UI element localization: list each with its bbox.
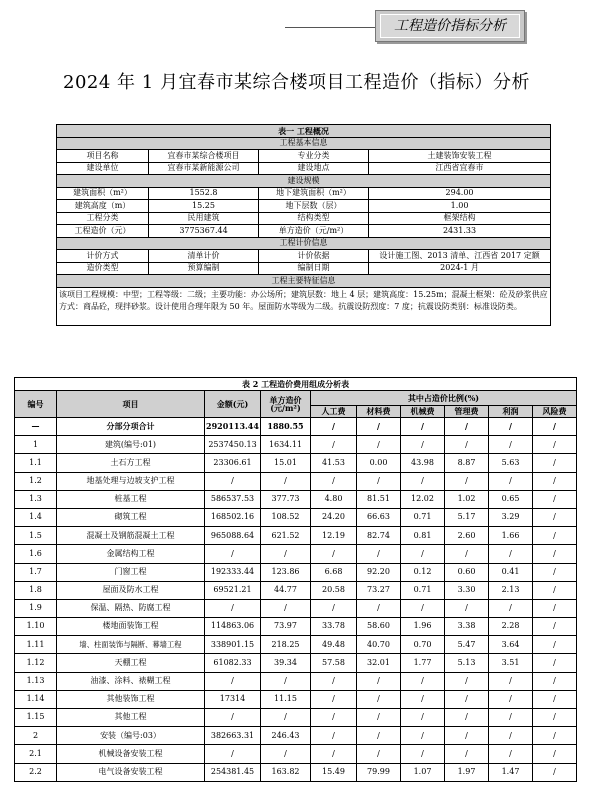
cell-amount: 586537.53: [205, 490, 261, 508]
cell-unit-cost: 73.97: [261, 618, 311, 636]
section-banner: [375, 10, 525, 42]
cell-management: 5.17: [445, 508, 489, 526]
col-unit-cost-header: 单方造价 (元/m²): [261, 391, 311, 418]
cell-material: /: [357, 690, 401, 708]
table-row: [15, 490, 577, 508]
cell-amount: 168502.16: [205, 508, 261, 526]
cell-no: 1.2: [15, 472, 57, 490]
cell-value: 框架结构: [369, 212, 551, 225]
cell-item: 电气设备安装工程: [57, 763, 205, 781]
cell-item: 地基处理与边坡支护工程: [57, 472, 205, 490]
cell-item: 屋面及防水工程: [57, 581, 205, 599]
cell-risk: /: [533, 472, 577, 490]
cell-material: 92.20: [357, 563, 401, 581]
cell-amount: 2537450.13: [205, 436, 261, 454]
row-height: [57, 200, 551, 213]
cell-no: 1.8: [15, 581, 57, 599]
cell-labor: /: [311, 418, 357, 436]
cell-profit: /: [489, 672, 533, 690]
cell-management: /: [445, 672, 489, 690]
cell-risk: /: [533, 545, 577, 563]
cell-machine: 0.81: [401, 527, 445, 545]
table-row: [15, 672, 577, 690]
cell-machine: /: [401, 599, 445, 617]
cell-labor: /: [311, 690, 357, 708]
table-row: [15, 654, 577, 672]
cell-material: 32.01: [357, 654, 401, 672]
cell-labor: /: [311, 709, 357, 727]
cell-management: 5.47: [445, 636, 489, 654]
table-row: [15, 599, 577, 617]
table2-caption: 表 2 工程造价费用组成分析表: [15, 378, 577, 391]
cell-labor: 57.58: [311, 654, 357, 672]
cell-value: 1.00: [369, 200, 551, 213]
cell-material: /: [357, 418, 401, 436]
cell-label: 计价依据: [259, 250, 369, 263]
cell-labor: /: [311, 436, 357, 454]
col-labor-header: 人工费: [311, 406, 357, 418]
cell-no: 1.14: [15, 690, 57, 708]
cell-label: 项目名称: [57, 150, 149, 163]
cell-value: 2024-1 月: [369, 262, 551, 275]
cell-profit: 2.28: [489, 618, 533, 636]
cell-unit-cost: 44.77: [261, 581, 311, 599]
cell-item: 桩基工程: [57, 490, 205, 508]
col-profit-header: 利润: [489, 406, 533, 418]
cell-value: 宜春市某新能源公司: [149, 162, 259, 175]
cell-risk: /: [533, 654, 577, 672]
cell-management: 8.87: [445, 454, 489, 472]
cell-machine: 0.12: [401, 563, 445, 581]
cell-label: 建设单位: [57, 162, 149, 175]
cell-risk: /: [533, 563, 577, 581]
cell-profit: 1.66: [489, 527, 533, 545]
row-project-name: [57, 150, 551, 163]
cell-profit: 5.63: [489, 454, 533, 472]
table-row: [15, 545, 577, 563]
cell-risk: /: [533, 636, 577, 654]
cell-label: 编制日期: [259, 262, 369, 275]
cell-unit-cost: /: [261, 709, 311, 727]
cell-machine: /: [401, 690, 445, 708]
cell-no: 2.1: [15, 745, 57, 763]
row-area: [57, 187, 551, 200]
table-row: [15, 709, 577, 727]
cell-management: /: [445, 545, 489, 563]
cell-value: 1552.8: [149, 187, 259, 200]
section-scale: 建设规模: [57, 175, 551, 188]
cell-amount: 382663.31: [205, 727, 261, 745]
cell-machine: 1.77: [401, 654, 445, 672]
col-amount-header: 金额(元): [205, 391, 261, 418]
cell-unit-cost: 621.52: [261, 527, 311, 545]
cell-labor: /: [311, 472, 357, 490]
cell-management: /: [445, 727, 489, 745]
cell-material: /: [357, 436, 401, 454]
cell-profit: /: [489, 709, 533, 727]
cell-risk: /: [533, 618, 577, 636]
table-row: [15, 436, 577, 454]
col-ratio-group-header: 其中占造价比例(%): [311, 391, 577, 406]
cell-unit-cost: 108.52: [261, 508, 311, 526]
cell-label: 建筑面积（m²）: [57, 187, 149, 200]
cell-item: 门窗工程: [57, 563, 205, 581]
col-no-header: 编号: [15, 391, 57, 418]
project-overview-table: [56, 124, 551, 326]
cell-label: 建设地点: [259, 162, 369, 175]
cell-material: /: [357, 745, 401, 763]
cell-no: 1.7: [15, 563, 57, 581]
cell-item: 建筑(编号:01): [57, 436, 205, 454]
cell-labor: 33.78: [311, 618, 357, 636]
cell-management: 3.30: [445, 581, 489, 599]
cell-item: 混凝土及钢筋混凝土工程: [57, 527, 205, 545]
cell-amount: /: [205, 472, 261, 490]
cell-value: 设计施工图、2013 清单、江西省 2017 定额: [369, 250, 551, 263]
table-row: [15, 472, 577, 490]
cell-unit-cost: 39.34: [261, 654, 311, 672]
col-item-header: 项目: [57, 391, 205, 418]
table-row: [15, 727, 577, 745]
cell-no: 1.1: [15, 454, 57, 472]
cell-item: 油漆、涂料、裱糊工程: [57, 672, 205, 690]
cell-machine: /: [401, 672, 445, 690]
cell-value: 宜春市某综合楼项目: [149, 150, 259, 163]
cell-material: 66.63: [357, 508, 401, 526]
cell-material: /: [357, 672, 401, 690]
cell-profit: /: [489, 436, 533, 454]
cell-no: 2.2: [15, 763, 57, 781]
cell-labor: 49.48: [311, 636, 357, 654]
cell-label: 地下建筑面积（m²）: [259, 187, 369, 200]
cell-amount: 17314: [205, 690, 261, 708]
cell-risk: /: [533, 490, 577, 508]
cell-value: 土建装饰安装工程: [369, 150, 551, 163]
cell-management: /: [445, 418, 489, 436]
cell-profit: 3.51: [489, 654, 533, 672]
cell-label: 工程造价（元）: [57, 225, 149, 238]
cell-profit: /: [489, 545, 533, 563]
cell-management: 2.60: [445, 527, 489, 545]
table1-caption: 表一 工程概况: [57, 125, 551, 138]
cell-amount: 338901.15: [205, 636, 261, 654]
cell-machine: /: [401, 709, 445, 727]
row-cost-type: [57, 262, 551, 275]
cell-label: 计价方式: [57, 250, 149, 263]
cell-labor: /: [311, 599, 357, 617]
cell-no: 1.6: [15, 545, 57, 563]
section-basic-info: 工程基本信息: [57, 137, 551, 150]
cell-no: 1: [15, 436, 57, 454]
cell-profit: 1.47: [489, 763, 533, 781]
table-row: [15, 581, 577, 599]
cell-material: 81.51: [357, 490, 401, 508]
cell-material: /: [357, 472, 401, 490]
row-pricing-method: [57, 250, 551, 263]
cell-risk: /: [533, 709, 577, 727]
cell-machine: 1.07: [401, 763, 445, 781]
cell-label: 结构类型: [259, 212, 369, 225]
cell-no: 1.15: [15, 709, 57, 727]
cell-label: 工程分类: [57, 212, 149, 225]
cell-material: 73.27: [357, 581, 401, 599]
cost-composition-table: [14, 377, 577, 782]
cell-amount: /: [205, 599, 261, 617]
cell-material: /: [357, 545, 401, 563]
cell-management: 0.60: [445, 563, 489, 581]
cell-unit-cost: /: [261, 672, 311, 690]
cell-labor: /: [311, 745, 357, 763]
cell-item: 楼地面装饰工程: [57, 618, 205, 636]
cell-machine: 0.70: [401, 636, 445, 654]
cell-label: 建筑高度（m）: [57, 200, 149, 213]
section-features: 工程主要特征信息: [57, 275, 551, 288]
cell-no: 1.13: [15, 672, 57, 690]
cell-material: 0.00: [357, 454, 401, 472]
cell-item: 其他装饰工程: [57, 690, 205, 708]
cell-profit: 3.29: [489, 508, 533, 526]
col-risk-header: 风险费: [533, 406, 577, 418]
cell-amount: 69521.21: [205, 581, 261, 599]
row-category: [57, 212, 551, 225]
cell-item: 砌筑工程: [57, 508, 205, 526]
cell-labor: 4.80: [311, 490, 357, 508]
cell-unit-cost: /: [261, 745, 311, 763]
cell-no: 1.9: [15, 599, 57, 617]
cell-risk: /: [533, 508, 577, 526]
cell-machine: 0.71: [401, 581, 445, 599]
cell-machine: /: [401, 418, 445, 436]
cell-unit-cost: 1634.11: [261, 436, 311, 454]
cell-management: /: [445, 745, 489, 763]
cell-amount: 254381.45: [205, 763, 261, 781]
cell-material: /: [357, 727, 401, 745]
table-row: [15, 636, 577, 654]
col-machine-header: 机械费: [401, 406, 445, 418]
cell-labor: /: [311, 727, 357, 745]
cell-management: 1.02: [445, 490, 489, 508]
table-row: [15, 418, 577, 436]
cell-no: —: [15, 418, 57, 436]
cell-profit: /: [489, 418, 533, 436]
cell-item: 金属结构工程: [57, 545, 205, 563]
cell-unit-cost: 246.43: [261, 727, 311, 745]
cell-machine: 1.96: [401, 618, 445, 636]
cell-labor: 41.53: [311, 454, 357, 472]
cell-risk: /: [533, 745, 577, 763]
cell-value: 294.00: [369, 187, 551, 200]
cell-management: 5.13: [445, 654, 489, 672]
cell-item: 保温、隔热、防腐工程: [57, 599, 205, 617]
cell-labor: /: [311, 672, 357, 690]
cell-profit: /: [489, 745, 533, 763]
cost-table-body: [15, 418, 577, 782]
col-management-header: 管理费: [445, 406, 489, 418]
cell-unit-cost: 218.25: [261, 636, 311, 654]
cell-item: 天棚工程: [57, 654, 205, 672]
cell-no: 1.10: [15, 618, 57, 636]
cell-no: 1.3: [15, 490, 57, 508]
cell-management: /: [445, 436, 489, 454]
cell-value: 清单计价: [149, 250, 259, 263]
cell-risk: /: [533, 581, 577, 599]
cell-unit-cost: 1880.55: [261, 418, 311, 436]
cell-machine: /: [401, 727, 445, 745]
cell-unit-cost: 123.86: [261, 563, 311, 581]
table-row: [15, 563, 577, 581]
cell-management: /: [445, 709, 489, 727]
cell-machine: 43.98: [401, 454, 445, 472]
cell-management: /: [445, 690, 489, 708]
cell-amount: 61082.33: [205, 654, 261, 672]
cell-value: 15.25: [149, 200, 259, 213]
cell-labor: 12.19: [311, 527, 357, 545]
cell-risk: /: [533, 418, 577, 436]
cell-amount: /: [205, 672, 261, 690]
cell-no: 1.11: [15, 636, 57, 654]
cell-risk: /: [533, 727, 577, 745]
cell-management: /: [445, 472, 489, 490]
cell-label: 造价类型: [57, 262, 149, 275]
cell-unit-cost: 163.82: [261, 763, 311, 781]
cell-profit: /: [489, 599, 533, 617]
cell-material: /: [357, 709, 401, 727]
cell-management: 3.38: [445, 618, 489, 636]
table-row: [15, 508, 577, 526]
project-description: 该项目工程规模：中型；工程等级：二级；主要功能：办公场所；建筑层数：地上 4 层；建筑高度：15.25m；混凝土框架：砼及砂浆供应方式：商品砼，现拌砂浆。设计使用合理年限为 50 年。屋面防水等级为二级。抗震设防烈度：7 度；抗震设防类别：标准设防类。: [57, 287, 551, 325]
cell-amount: /: [205, 745, 261, 763]
cell-no: 1.4: [15, 508, 57, 526]
cell-material: 40.70: [357, 636, 401, 654]
cell-material: /: [357, 599, 401, 617]
cell-risk: /: [533, 454, 577, 472]
cell-amount: /: [205, 709, 261, 727]
cell-risk: /: [533, 436, 577, 454]
cell-material: 82.74: [357, 527, 401, 545]
cell-risk: /: [533, 527, 577, 545]
cell-unit-cost: 11.15: [261, 690, 311, 708]
cell-unit-cost: 377.73: [261, 490, 311, 508]
cell-value: 预算编制: [149, 262, 259, 275]
cell-amount: 114863.06: [205, 618, 261, 636]
cell-label: 专业分类: [259, 150, 369, 163]
header-rule: [285, 27, 375, 28]
cell-labor: 24.20: [311, 508, 357, 526]
section-banner-label: 工程造价指标分析: [380, 14, 520, 38]
cell-item: 土石方工程: [57, 454, 205, 472]
table-row: [15, 618, 577, 636]
cell-no: 1.12: [15, 654, 57, 672]
cell-label: 地下层数（层）: [259, 200, 369, 213]
cell-label: 单方造价（元/m²）: [259, 225, 369, 238]
cell-risk: /: [533, 763, 577, 781]
cell-value: 3775367.44: [149, 225, 259, 238]
cell-item: 安装（编号:03）: [57, 727, 205, 745]
cell-item: 机械设备安装工程: [57, 745, 205, 763]
table-row: [15, 454, 577, 472]
table-row: [15, 690, 577, 708]
page-title: 2024 年 1 月宜春市某综合楼项目工程造价（指标）分析: [63, 72, 530, 93]
cell-no: 1.5: [15, 527, 57, 545]
cell-amount: 965088.64: [205, 527, 261, 545]
cell-machine: 12.02: [401, 490, 445, 508]
cell-unit-cost: /: [261, 599, 311, 617]
table-row: [15, 745, 577, 763]
col-material-header: 材料费: [357, 406, 401, 418]
cell-profit: /: [489, 690, 533, 708]
cell-labor: /: [311, 545, 357, 563]
row-builder: [57, 162, 551, 175]
cell-profit: 2.13: [489, 581, 533, 599]
cell-material: 58.60: [357, 618, 401, 636]
cell-unit-cost: 15.01: [261, 454, 311, 472]
cell-machine: /: [401, 472, 445, 490]
cell-machine: /: [401, 745, 445, 763]
cell-labor: 15.49: [311, 763, 357, 781]
cell-profit: /: [489, 472, 533, 490]
cell-labor: 6.68: [311, 563, 357, 581]
cell-management: 1.97: [445, 763, 489, 781]
table-row: [15, 527, 577, 545]
cell-profit: 0.41: [489, 563, 533, 581]
cell-machine: /: [401, 545, 445, 563]
cell-machine: 0.71: [401, 508, 445, 526]
cell-amount: 192333.44: [205, 563, 261, 581]
cell-risk: /: [533, 599, 577, 617]
cell-item: 墙、柱面装饰与隔断、幕墙工程: [57, 636, 205, 654]
section-pricing: 工程计价信息: [57, 237, 551, 250]
cell-unit-cost: /: [261, 545, 311, 563]
cell-amount: /: [205, 545, 261, 563]
cell-no: 2: [15, 727, 57, 745]
cell-amount: 2920113.44: [205, 418, 261, 436]
cell-amount: 23306.61: [205, 454, 261, 472]
row-cost: [57, 225, 551, 238]
cell-value: 民用建筑: [149, 212, 259, 225]
cell-profit: 0.65: [489, 490, 533, 508]
cell-risk: /: [533, 672, 577, 690]
cell-unit-cost: /: [261, 472, 311, 490]
cell-material: 79.99: [357, 763, 401, 781]
cell-labor: 20.58: [311, 581, 357, 599]
cell-item: 其他工程: [57, 709, 205, 727]
cell-risk: /: [533, 690, 577, 708]
cell-value: 2431.33: [369, 225, 551, 238]
cell-management: /: [445, 599, 489, 617]
cell-profit: 3.64: [489, 636, 533, 654]
cell-machine: /: [401, 436, 445, 454]
table-row: [15, 763, 577, 781]
cell-value: 江西省宜春市: [369, 162, 551, 175]
cell-item: 分部分项合计: [57, 418, 205, 436]
cell-profit: /: [489, 727, 533, 745]
